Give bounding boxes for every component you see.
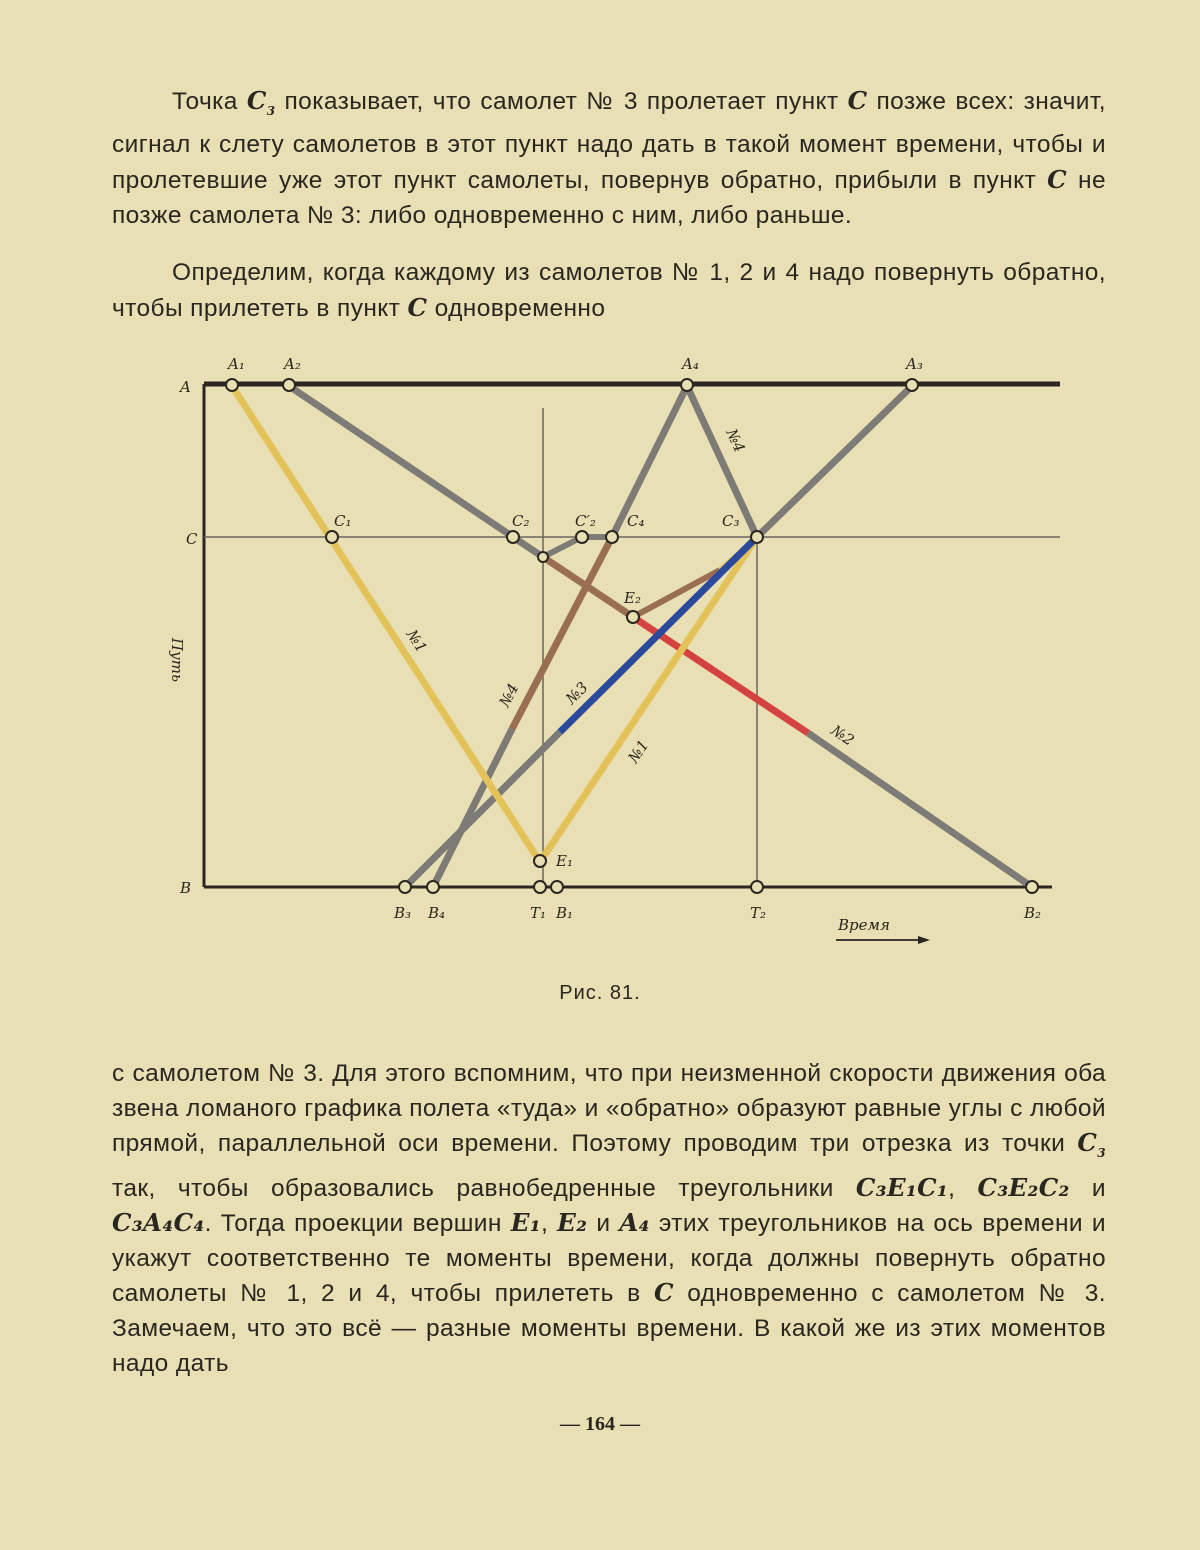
label-a3: A₃ <box>906 355 923 373</box>
label-e2: E₂ <box>624 589 641 607</box>
point-ref: $C_3$ <box>246 86 276 118</box>
label-flight-3: №3 <box>562 678 592 708</box>
point-a3 <box>906 379 918 391</box>
label-c2-prime: C′₂ <box>575 512 596 530</box>
point-t2 <box>751 881 763 893</box>
triangle-ref: C₃E₂C₂ <box>977 1172 1070 1202</box>
point-c2-prime <box>576 531 588 543</box>
label-flight-4-lower: №4 <box>495 680 523 710</box>
point-c1 <box>326 531 338 543</box>
label-a: A <box>180 378 191 396</box>
label-flight-1-forward: №1 <box>402 626 431 657</box>
page-number: — 164 — <box>560 1413 640 1435</box>
label-c: C <box>186 530 198 548</box>
point-b2 <box>1026 881 1038 893</box>
flight-1-forward <box>232 386 540 862</box>
point-c3 <box>751 531 763 543</box>
point-ref: C <box>1047 165 1068 195</box>
vertex-ref: E₂ <box>557 1208 588 1238</box>
point-b4 <box>427 881 439 893</box>
label-a2: A₂ <box>284 355 301 373</box>
point-ref: C <box>653 1278 674 1308</box>
triangle-ref: C₃A₄C₄ <box>112 1208 205 1238</box>
label-b3: B₃ <box>394 904 412 922</box>
flight-2-brown <box>543 557 633 617</box>
point-ref: $C_3$ <box>1077 1128 1106 1161</box>
label-e1: E₁ <box>556 852 573 870</box>
label-c3: C₃ <box>722 512 740 530</box>
point-b1 <box>551 881 563 893</box>
label-t2: T₂ <box>750 904 767 922</box>
flight-2-end <box>808 733 1032 887</box>
point-a1 <box>226 379 238 391</box>
point-ref: C <box>407 292 428 322</box>
point-a2 <box>283 379 295 391</box>
label-flight-4-upper: №4 <box>722 426 749 456</box>
point-c4 <box>606 531 618 543</box>
point-t1 <box>534 881 546 893</box>
vertex-ref: E₁ <box>510 1208 541 1238</box>
point-e2 <box>627 611 639 623</box>
label-b4: B₄ <box>428 904 446 922</box>
label-c2: C₂ <box>512 512 530 530</box>
label-flight-2: №2 <box>827 721 858 750</box>
flight-3-upper <box>757 386 912 537</box>
label-a1: A₁ <box>228 355 245 373</box>
label-b1: B₁ <box>556 904 574 922</box>
vertex-ref: A₄ <box>619 1208 650 1238</box>
point-c2-junction <box>538 552 548 562</box>
triangle-ref: C₃E₁C₁ <box>855 1172 949 1202</box>
label-t1: T₁ <box>530 904 547 922</box>
flight-4-start <box>612 386 687 537</box>
flight-3-blue <box>560 537 757 732</box>
label-time: Время <box>838 916 890 934</box>
paragraph-2: Определим, когда каждому из самолетов № 1, 2 и 4 надо повернуть обратно, чтобы прилететь в пункт C одновременно <box>112 259 1106 322</box>
label-flight-1-return: №1 <box>624 736 653 767</box>
point-c2 <box>507 531 519 543</box>
point-e1 <box>534 855 546 867</box>
paragraph-3: с самолетом № 3. Для этого вспомним, что при неизменной скорости движения оба звена ломаного графика полета «туда» и «обратно» образуют равные углы с любой прямой, параллельной оси времени. Поэтому проводим три отрезка из точки $C_3$ так, чтобы образовались равнобедренные треугольники C₃E₁C₁, C₃E₂C₂ и C₃A₄C₄. Тогда проекции вершин E₁, E₂ и A₄ этих треугольников на ось времени и укажут соответственно те моменты времени, когда должны повернуть обратно самолеты № 1, 2 и 4, чтобы прилететь в C одновременно с самолетом № 3. Замечаем, что это всё — разные моменты времени. В какой же из этих моментов надо дать <box>112 1060 1107 1377</box>
time-arrow-head-icon <box>918 936 930 944</box>
paragraph-1: Точка $C_3$ показывает, что самолет № 3 пролетает пункт C позже всех: значит, сигнал к слету самолетов в этот пункт надо дать в такой момент времени, чтобы и пролетевшие уже этот пункт самолеты, повернув обратно, прибыли в пункт C не позже самолета № 3: либо одновременно с ним, либо раньше. <box>112 86 1106 229</box>
flight-2-start <box>289 386 513 537</box>
point-ref: C <box>847 86 868 115</box>
label-b: B <box>180 879 192 897</box>
point-a4 <box>681 379 693 391</box>
label-path: Путь <box>168 637 186 683</box>
label-b2: B₂ <box>1024 904 1042 922</box>
label-c1: C₁ <box>334 512 352 530</box>
point-b3 <box>399 881 411 893</box>
label-a4: A₄ <box>682 355 699 373</box>
label-c4: C₄ <box>627 512 645 530</box>
figure-caption: Рис. 81. <box>559 982 641 1004</box>
